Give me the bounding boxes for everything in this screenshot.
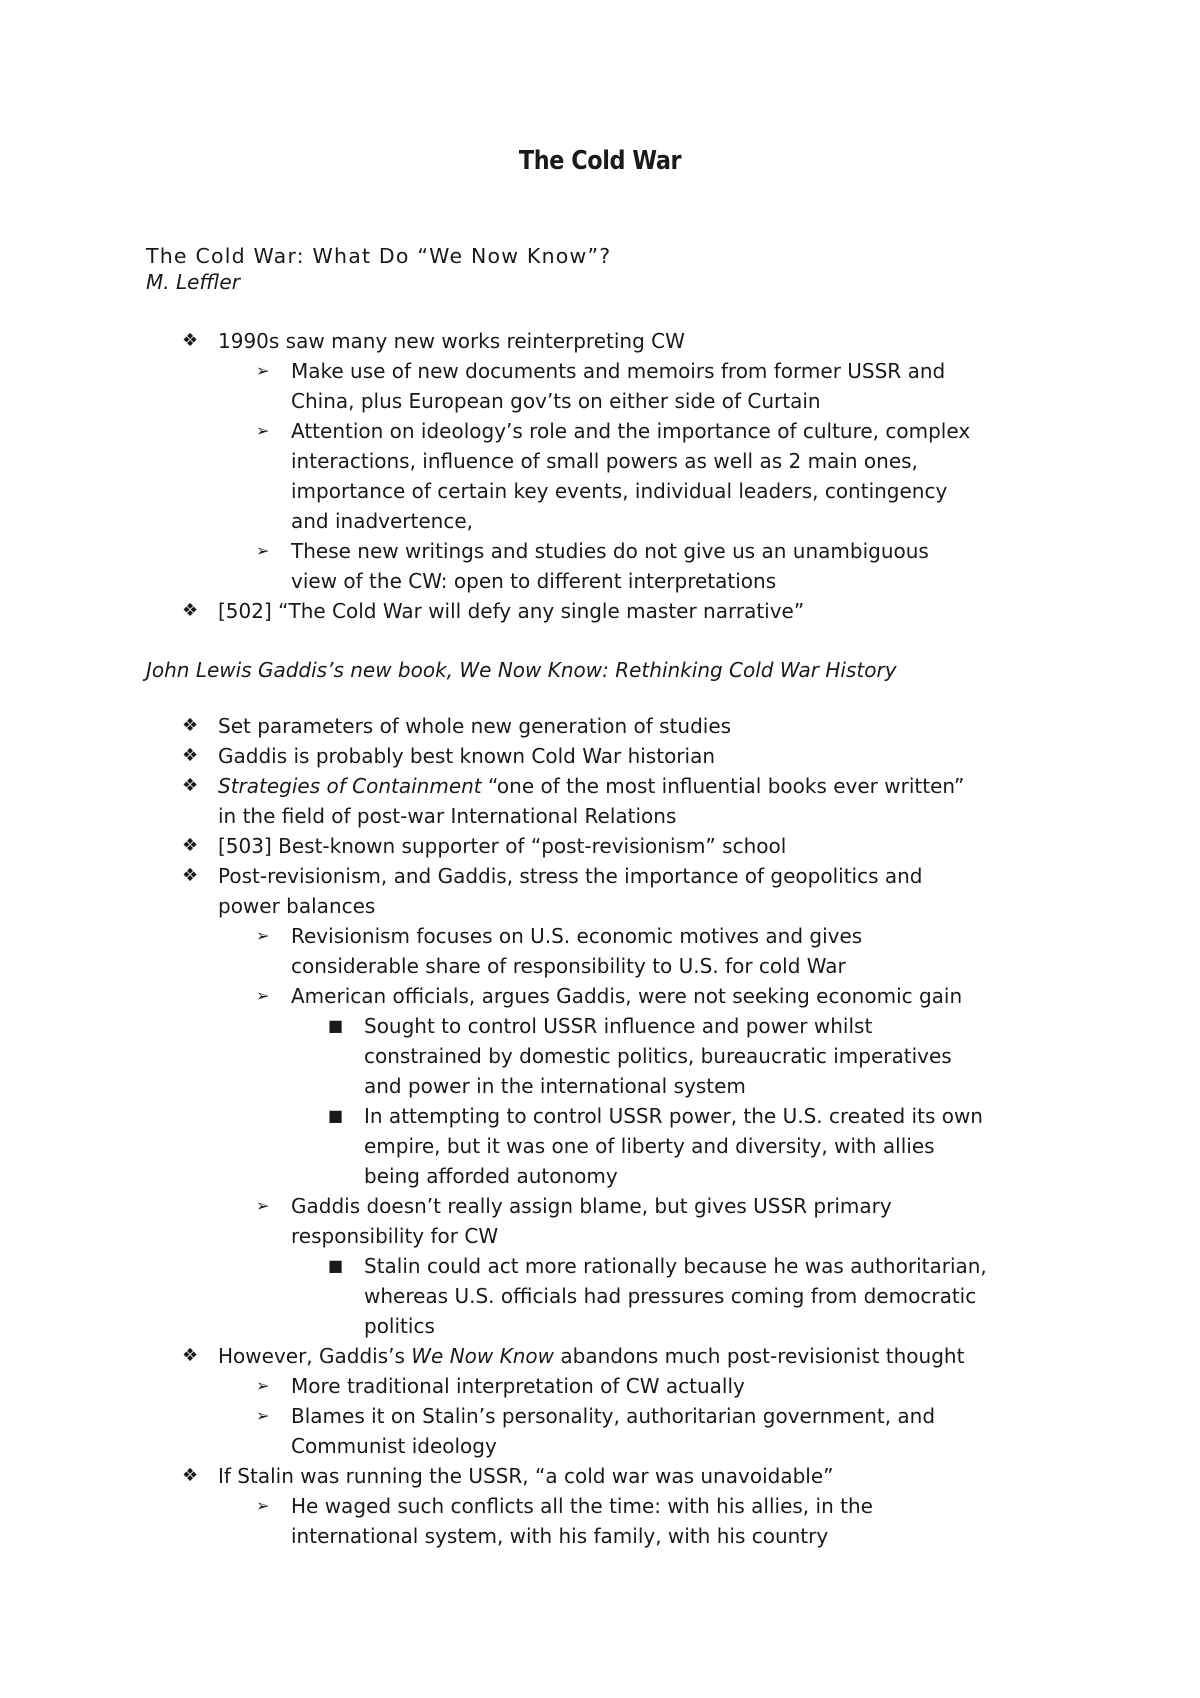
list-item: [503] Best-known supporter of “post-revisionism” school bbox=[218, 834, 787, 858]
bullet-diamond-icon: ❖ bbox=[182, 865, 199, 886]
list-item: Gaddis doesn’t really assign blame, but gives USSR primary bbox=[291, 1194, 892, 1218]
list-item-continuation: politics bbox=[364, 1314, 435, 1338]
bullet-arrow-icon: ➢ bbox=[256, 541, 270, 560]
bullet-square-icon: ■ bbox=[328, 1016, 344, 1035]
list-item: More traditional interpretation of CW actually bbox=[291, 1374, 745, 1398]
book-title: Strategies of Containment bbox=[218, 774, 482, 798]
list-item-continuation: importance of certain key events, individual leaders, contingency bbox=[291, 479, 948, 503]
list-item-continuation: responsibility for CW bbox=[291, 1224, 499, 1248]
bullet-diamond-icon: ❖ bbox=[182, 835, 199, 856]
list-item-continuation: empire, but it was one of liberty and diversity, with allies bbox=[364, 1134, 935, 1158]
list-item-continuation: whereas U.S. officials had pressures coming from democratic bbox=[364, 1284, 977, 1308]
bullet-arrow-icon: ➢ bbox=[256, 1376, 270, 1395]
bullet-arrow-icon: ➢ bbox=[256, 1496, 270, 1515]
list-item: Stalin could act more rationally because he was authoritarian, bbox=[364, 1254, 987, 1278]
list-item-continuation: Communist ideology bbox=[291, 1434, 497, 1458]
list-item: Set parameters of whole new generation of studies bbox=[218, 714, 732, 738]
list-item: Revisionism focuses on U.S. economic motives and gives bbox=[291, 924, 863, 948]
list-item: 1990s saw many new works reinterpreting CW bbox=[218, 329, 685, 353]
list-item-text: However, Gaddis’s bbox=[218, 1344, 412, 1368]
article-heading: The Cold War: What Do “We Now Know”? bbox=[146, 244, 612, 268]
bullet-diamond-icon: ❖ bbox=[182, 330, 199, 351]
list-item-continuation: and inadvertence, bbox=[291, 509, 474, 533]
list-item-continuation: power balances bbox=[218, 894, 376, 918]
list-item: If Stalin was running the USSR, “a cold war was unavoidable” bbox=[218, 1464, 834, 1488]
list-item bbox=[218, 1341, 964, 1371]
list-item: He waged such conflicts all the time: with his allies, in the bbox=[291, 1494, 873, 1518]
list-item-continuation: and power in the international system bbox=[364, 1074, 746, 1098]
list-item-text: “one of the most influential books ever written” bbox=[481, 774, 965, 798]
bullet-arrow-icon: ➢ bbox=[256, 421, 270, 440]
list-item-text: abandons much post-revisionist thought bbox=[554, 1344, 965, 1368]
list-item: Sought to control USSR influence and power whilst bbox=[364, 1014, 873, 1038]
bullet-square-icon: ■ bbox=[328, 1106, 344, 1125]
bullet-diamond-icon: ❖ bbox=[182, 775, 199, 796]
list-item-continuation: China, plus European gov’ts on either side of Curtain bbox=[291, 389, 821, 413]
list-item: Post-revisionism, and Gaddis, stress the importance of geopolitics and bbox=[218, 864, 923, 888]
list-item-continuation: view of the CW: open to different interpretations bbox=[291, 569, 777, 593]
list-item: Gaddis is probably best known Cold War historian bbox=[218, 744, 716, 768]
bullet-diamond-icon: ❖ bbox=[182, 1465, 199, 1486]
bullet-diamond-icon: ❖ bbox=[182, 1345, 199, 1366]
list-item: These new writings and studies do not give us an unambiguous bbox=[291, 539, 929, 563]
article-author: M. Leffler bbox=[146, 270, 240, 294]
list-item-continuation: international system, with his family, with his country bbox=[291, 1524, 829, 1548]
list-item: [502] “The Cold War will defy any single master narrative” bbox=[218, 599, 805, 623]
bullet-arrow-icon: ➢ bbox=[256, 1406, 270, 1425]
list-item bbox=[218, 771, 964, 801]
bullet-diamond-icon: ❖ bbox=[182, 745, 199, 766]
list-item-continuation: being afforded autonomy bbox=[364, 1164, 618, 1188]
list-item: American officials, argues Gaddis, were not seeking economic gain bbox=[291, 984, 963, 1008]
list-item: Blames it on Stalin’s personality, authoritarian government, and bbox=[291, 1404, 936, 1428]
bullet-diamond-icon: ❖ bbox=[182, 715, 199, 736]
section-heading: John Lewis Gaddis’s new book, We Now Know: Rethinking Cold War History bbox=[146, 658, 897, 682]
book-title: We Now Know bbox=[411, 1344, 555, 1368]
bullet-arrow-icon: ➢ bbox=[256, 926, 270, 945]
page-title: The Cold War bbox=[518, 146, 682, 176]
list-item-continuation: constrained by domestic politics, bureaucratic imperatives bbox=[364, 1044, 952, 1068]
list-item-continuation: interactions, influence of small powers as well as 2 main ones, bbox=[291, 449, 918, 473]
list-item-continuation: in the field of post-war International Relations bbox=[218, 804, 677, 828]
bullet-arrow-icon: ➢ bbox=[256, 361, 270, 380]
bullet-diamond-icon: ❖ bbox=[182, 600, 199, 621]
list-item-continuation: considerable share of responsibility to U.S. for cold War bbox=[291, 954, 846, 978]
list-item: Make use of new documents and memoirs from former USSR and bbox=[291, 359, 946, 383]
list-item: In attempting to control USSR power, the U.S. created its own bbox=[364, 1104, 983, 1128]
list-item: Attention on ideology’s role and the importance of culture, complex bbox=[291, 419, 971, 443]
bullet-arrow-icon: ➢ bbox=[256, 986, 270, 1005]
bullet-square-icon: ■ bbox=[328, 1256, 344, 1275]
bullet-arrow-icon: ➢ bbox=[256, 1196, 270, 1215]
